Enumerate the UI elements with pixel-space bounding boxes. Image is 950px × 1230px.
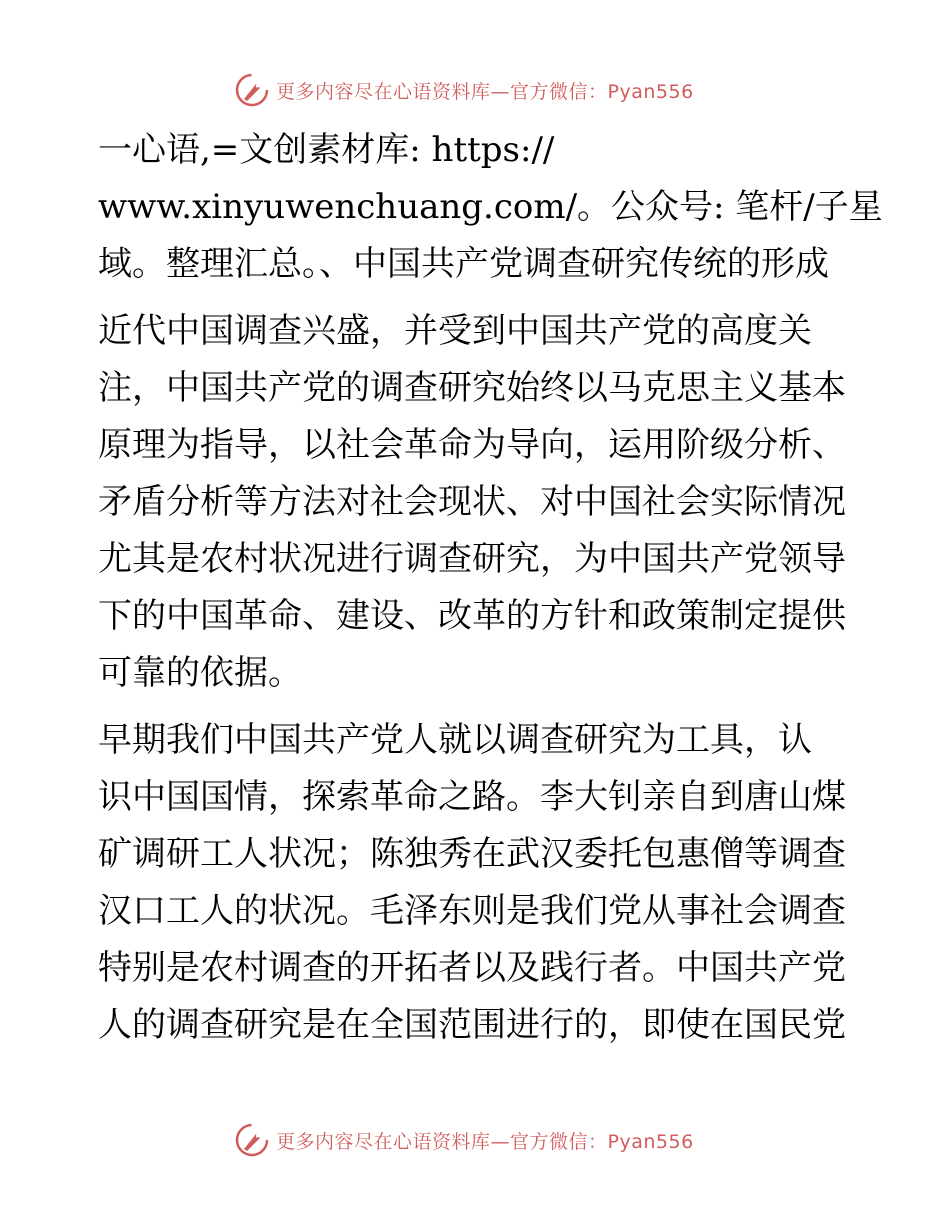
text-line: 识中国国情，探索革命之路。李大钊亲自到唐山煤 xyxy=(98,777,846,817)
header-banner-text: 更多内容尽在心语资料库—官方微信：Pyan556 xyxy=(276,80,694,103)
text-line: 矛盾分析等方法对社会现状、对中国社会实际情况 xyxy=(98,482,846,522)
paragraph-modern-investigation xyxy=(98,303,858,702)
text-line: 汉口工人的状况。毛泽东则是我们党从事社会调查 xyxy=(98,891,846,931)
paragraph-early-party xyxy=(98,712,858,1054)
text-line: 早期我们中国共产党人就以调查研究为工具，认 xyxy=(98,720,812,760)
footer-banner-text: 更多内容尽在心语资料库—官方微信：Pyan556 xyxy=(276,1130,694,1153)
document-body xyxy=(98,122,883,1064)
text-line: 域。整理汇总。、中国共产党调查研究传统的形成 xyxy=(98,244,829,284)
text-line: 注，中国共产党的调查研究始终以马克思主义基本 xyxy=(98,368,846,408)
text-line: 特别是农村调查的开拓者以及践行者。中国共产党 xyxy=(98,948,846,988)
text-line: 矿调研工人状况；陈独秀在武汉委托包惠僧等调查 xyxy=(98,834,846,874)
text-line: 人的调查研究是在全国范围进行的，即使在国民党 xyxy=(98,1005,846,1045)
text-line: 原理为指导，以社会革命为导向，运用阶级分析、 xyxy=(98,425,846,465)
footer-watermark xyxy=(234,1122,694,1158)
paragraph-intro xyxy=(98,122,883,293)
text-line: 下的中国革命、建设、改革的方针和政策制定提供 xyxy=(98,596,846,636)
text-line: 一心语,=文创素材库: https:// xyxy=(98,130,555,170)
text-line: 尤其是农村状况进行调查研究，为中国共产党领导 xyxy=(98,539,846,579)
header-watermark xyxy=(234,72,694,108)
text-line: www.xinyuwenchuang.com/。公众号: 笔杆/子星 xyxy=(98,187,883,227)
text-line: 近代中国调查兴盛，并受到中国共产党的高度关 xyxy=(98,311,812,351)
pen-nib-logo-icon xyxy=(234,72,270,108)
pen-nib-logo-icon xyxy=(234,1122,270,1158)
text-line: 可靠的依据。 xyxy=(98,653,302,693)
